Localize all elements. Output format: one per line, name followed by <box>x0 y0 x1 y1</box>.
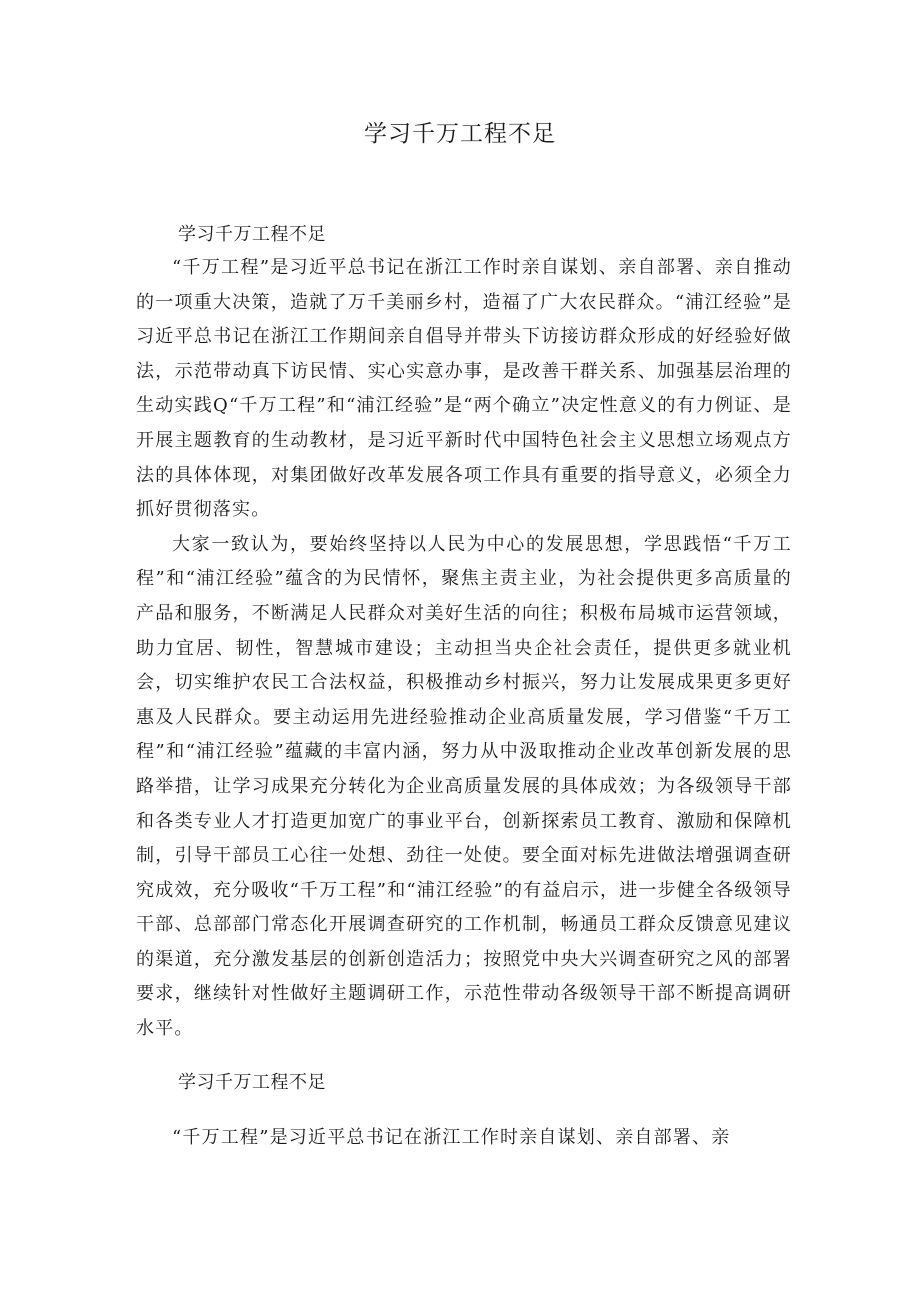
section-heading: 学习千万工程不足 <box>178 224 326 245</box>
section-heading: 学习千万工程不足 <box>178 1072 326 1093</box>
section-1 <box>136 218 792 1047</box>
paragraph-consensus: 大家一致认为，要始终坚持以人民为中心的发展思想，学思践悟“千万工程”和“浦江经验”蕴含的为民情怀，聚焦主责主业，为社会提供更多高质量的产品和服务，不断满足人民群众对美好生活的向往；积极布局城市运营领域，助力宜居、韧性，智慧城市建设；主动担当央企社会责任，提供更多就业机会，切实维护农民工合法权益，积极推动乡村振兴，努力让发展成果更多更好惠及人民群众。要主动运用先进经验推动企业高质量发展，学习借鉴“千万工程”和“浦江经验”蕴藏的丰富内涵，努力从中汲取推动企业改革创新发展的思路举措，让学习成果充分转化为企业高质量发展的具体成效；为各级领导干部和各类专业人才打造更加宽广的事业平台，创新探索员工教育、激励和保障机制，引导干部员工心往一处想、劲往一处使。要全面对标先进做法增强调查研究成效，充分吸收“千万工程”和“浦江经验”的有益启示，进一步健全各级领导干部、总部部门常态化开展调查研究的工作机制，畅通员工群众反馈意见建议的渠道，充分激发基层的创新创造活力；按照党中央大兴调查研究之风的部署要求，继续针对性做好主题调研工作，示范性带动各级领导干部不断提高调研水平。 <box>136 533 793 1040</box>
paragraph-intro: “千万工程”是习近平总书记在浙江工作时亲自谋划、亲自部署、亲自推动的一项重大决策，造就了万千美丽乡村，造福了广大农民群众。“浦江经验”是习近平总书记在浙江工作期间亲自倡导并带头下访接访群众形成的好经验好做法，示范带动真下访民情、实心实意办事，是改善干群关系、加强基层治理的生动实践Q“千万工程”和“浦江经验”是“两个确立”决定性意义的有力例证、是开展主题教育的生动教材，是习近平新时代中国特色社会主义思想立场观点方法的具体体现，对集团做好改革发展各项工作具有重要的指导意义，必须全力抓好贯彻落实。 <box>136 257 792 521</box>
paragraph-intro-repeat: “千万工程”是习近平总书记在浙江工作时亲自谋划、亲自部署、亲 <box>172 1127 731 1148</box>
section-2 <box>136 1066 792 1156</box>
document-title: 学习千万工程不足 <box>364 121 556 147</box>
